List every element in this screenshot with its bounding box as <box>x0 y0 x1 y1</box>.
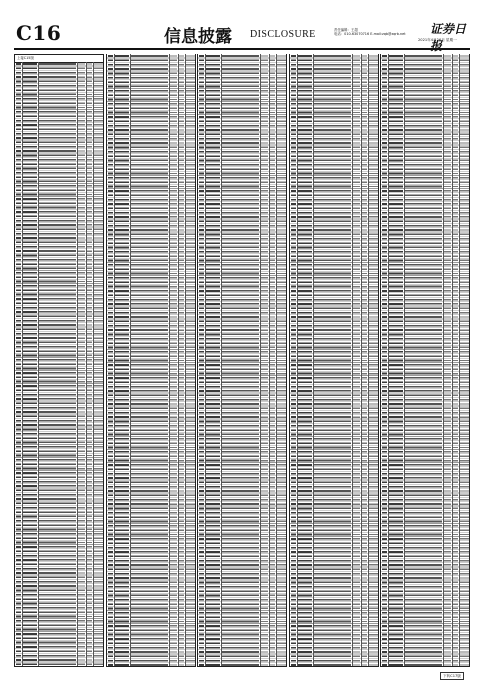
page-header <box>14 20 470 53</box>
seq-column <box>291 54 296 666</box>
value-column <box>186 54 195 666</box>
value-column <box>170 54 177 666</box>
value-column <box>179 54 184 666</box>
code-column <box>23 62 37 666</box>
section-title: 信息披露 <box>164 27 232 47</box>
masthead-logo: 证券日报 <box>430 22 467 53</box>
table-column-2 <box>106 54 196 667</box>
editor-info <box>334 28 406 37</box>
seq-column <box>108 54 113 666</box>
seq-column <box>382 54 387 666</box>
value-column <box>87 62 92 666</box>
value-column <box>353 54 360 666</box>
disclosure-tables <box>14 54 470 667</box>
name-column <box>222 54 259 666</box>
table-rows <box>381 54 469 666</box>
table-caption: 上接C15版 <box>15 55 103 63</box>
value-column <box>444 54 451 666</box>
value-column <box>460 54 469 666</box>
value-column <box>94 62 103 666</box>
seq-column <box>199 54 204 666</box>
table-column-5 <box>380 54 470 667</box>
table-column-4 <box>289 54 379 667</box>
value-column <box>261 54 268 666</box>
page-number: C16 <box>16 21 62 45</box>
name-column <box>405 54 442 666</box>
code-column <box>298 54 312 666</box>
continued-note: 下转C17版 <box>440 672 464 680</box>
value-column <box>277 54 286 666</box>
table-column-3 <box>197 54 287 667</box>
editor-line: 责任编辑：王超 <box>334 28 358 32</box>
publication-date: 2021年4月26日 星期一 <box>418 38 457 42</box>
value-column <box>78 62 85 666</box>
code-column <box>389 54 403 666</box>
name-column <box>131 54 168 666</box>
table-rows <box>107 54 195 666</box>
table-rows <box>15 62 103 666</box>
value-column <box>369 54 378 666</box>
section-title-english: DISCLOSURE <box>250 29 316 40</box>
seq-column <box>16 62 21 666</box>
table-rows <box>198 54 286 666</box>
code-column <box>115 54 129 666</box>
code-column <box>206 54 220 666</box>
table-rows <box>290 54 378 666</box>
value-column <box>453 54 458 666</box>
value-column <box>362 54 367 666</box>
name-column <box>39 62 76 666</box>
contact-line: 电话：010-63070716 E-mail:zqb@zqrb.net <box>334 32 406 37</box>
name-column <box>314 54 351 666</box>
table-column-1 <box>14 54 104 667</box>
value-column <box>270 54 275 666</box>
